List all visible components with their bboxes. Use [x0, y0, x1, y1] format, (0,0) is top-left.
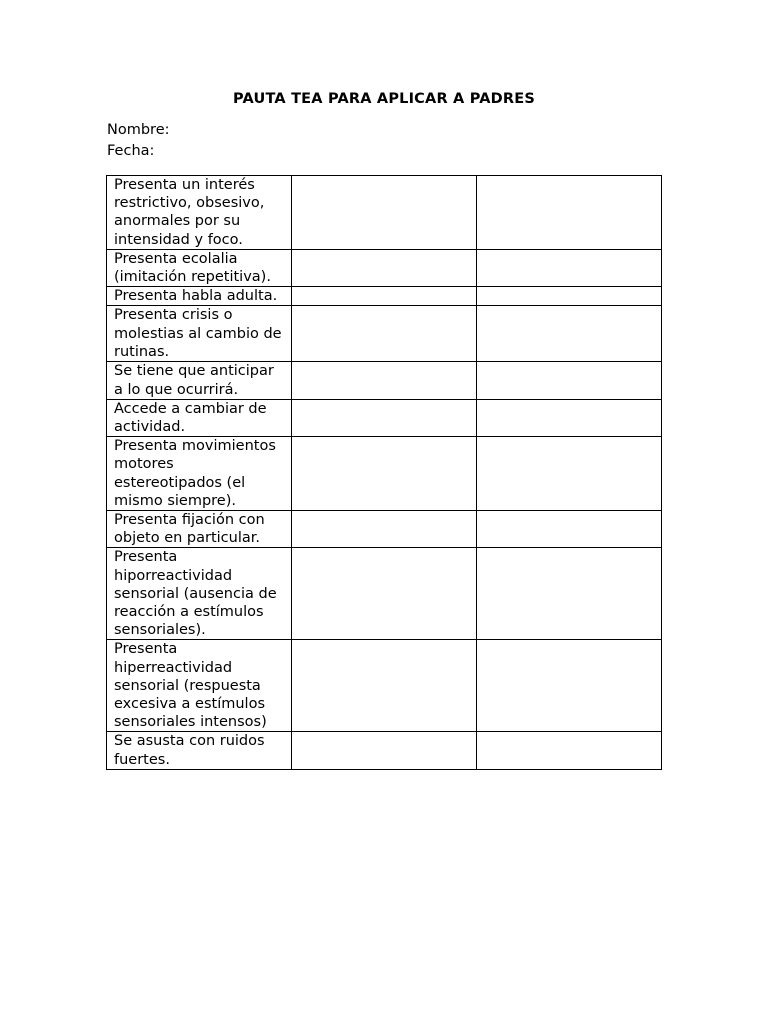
fecha-label: Fecha:	[107, 143, 155, 159]
response-cell	[477, 437, 662, 511]
response-cell	[477, 287, 662, 306]
response-cell	[477, 548, 662, 640]
item-cell: Presenta movimientos motores estereotipados (el mismo siempre).	[107, 437, 292, 511]
response-cell	[292, 511, 477, 548]
response-cell	[292, 249, 477, 286]
response-cell	[477, 399, 662, 436]
item-cell: Presenta crisis o molestias al cambio de rutinas.	[107, 306, 292, 362]
response-cell	[292, 362, 477, 399]
response-cell	[477, 306, 662, 362]
table-row	[107, 511, 662, 548]
table-row	[107, 176, 662, 250]
response-cell	[292, 399, 477, 436]
table-row	[107, 548, 662, 640]
table-row	[107, 306, 662, 362]
response-cell	[477, 640, 662, 732]
item-cell: Presenta ecolalia (imitación repetitiva).	[107, 249, 292, 286]
document-title: PAUTA TEA PARA APLICAR A PADRES	[233, 91, 535, 107]
item-cell: Presenta fijación con objeto en particular.	[107, 511, 292, 548]
table-row	[107, 287, 662, 306]
item-cell: Presenta hiperreactividad sensorial (respuesta excesiva a estímulos sensoriales intensos)	[107, 640, 292, 732]
item-cell: Presenta hiporreactividad sensorial (ausencia de reacción a estímulos sensoriales).	[107, 548, 292, 640]
table-row	[107, 640, 662, 732]
response-cell	[477, 362, 662, 399]
response-cell	[477, 732, 662, 769]
item-cell: Presenta habla adulta.	[107, 287, 292, 306]
table-row	[107, 399, 662, 436]
response-cell	[292, 548, 477, 640]
table-row	[107, 362, 662, 399]
response-cell	[292, 287, 477, 306]
response-cell	[477, 249, 662, 286]
response-cell	[292, 176, 477, 250]
response-cell	[292, 306, 477, 362]
response-cell	[292, 437, 477, 511]
table-row	[107, 437, 662, 511]
response-cell	[477, 176, 662, 250]
table-row	[107, 732, 662, 769]
item-cell: Se tiene que anticipar a lo que ocurrirá.	[107, 362, 292, 399]
table-row	[107, 249, 662, 286]
pauta-table	[106, 175, 662, 770]
response-cell	[477, 511, 662, 548]
nombre-label: Nombre:	[107, 122, 170, 138]
item-cell: Accede a cambiar de actividad.	[107, 399, 292, 436]
response-cell	[292, 640, 477, 732]
response-cell	[292, 732, 477, 769]
item-cell: Se asusta con ruidos fuertes.	[107, 732, 292, 769]
item-cell: Presenta un interés restrictivo, obsesivo, anormales por su intensidad y foco.	[107, 176, 292, 250]
